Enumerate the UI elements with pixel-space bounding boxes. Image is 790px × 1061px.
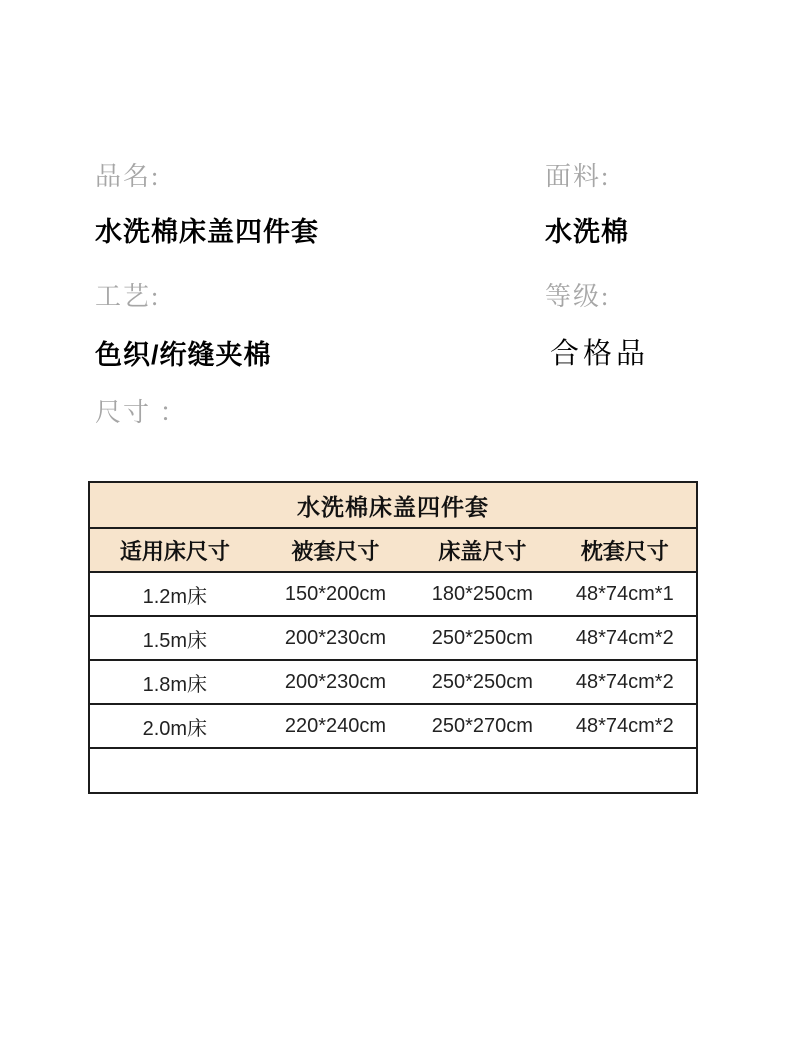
table-cell: 1.8m床	[142, 673, 208, 696]
table-cell: 48*74cm*2	[575, 714, 674, 737]
table-row	[90, 659, 696, 703]
table-cell: 150*200cm	[284, 582, 387, 605]
table-cell: 48*74cm*2	[575, 670, 674, 693]
product-name-label: 品名:	[95, 162, 161, 191]
table-cell: 250*250cm	[431, 670, 533, 693]
table-cell: 48*74cm*1	[575, 582, 674, 605]
product-name-value: 水洗棉床盖四件套	[95, 217, 319, 247]
table-cell: 2.0m床	[142, 717, 208, 740]
table-cell: 200*230cm	[284, 626, 387, 649]
size-label: 尺寸 ：	[95, 398, 188, 427]
table-cell: 180*250cm	[431, 582, 533, 605]
fabric-label: 面料:	[545, 162, 611, 191]
table-row	[90, 703, 696, 747]
table-cell: 1.5m床	[142, 629, 208, 652]
table-cell: 250*270cm	[431, 714, 533, 737]
size-table-header-row	[90, 527, 696, 571]
table-cell: 48*74cm*2	[575, 626, 674, 649]
size-table-empty-row	[90, 747, 696, 792]
grade-label: 等级:	[545, 282, 611, 311]
table-cell: 200*230cm	[284, 670, 387, 693]
table-row	[90, 571, 696, 615]
size-table	[88, 481, 698, 794]
size-table-title: 水洗棉床盖四件套	[90, 483, 696, 527]
size-table-header-duvet: 被套尺寸	[291, 538, 380, 564]
table-row	[90, 615, 696, 659]
size-table-header-bedcover: 床盖尺寸	[438, 538, 527, 564]
table-cell: 250*250cm	[431, 626, 533, 649]
craft-label: 工艺:	[95, 282, 161, 311]
table-cell: 220*240cm	[284, 714, 387, 737]
size-table-header-pillowcase: 枕套尺寸	[580, 538, 669, 564]
fabric-value: 水洗棉	[545, 217, 629, 247]
size-table-header-bed: 适用床尺寸	[119, 538, 230, 564]
table-cell: 1.2m床	[142, 585, 208, 608]
grade-value: 合格品	[550, 338, 650, 370]
craft-value: 色织/绗缝夹棉	[95, 340, 272, 370]
